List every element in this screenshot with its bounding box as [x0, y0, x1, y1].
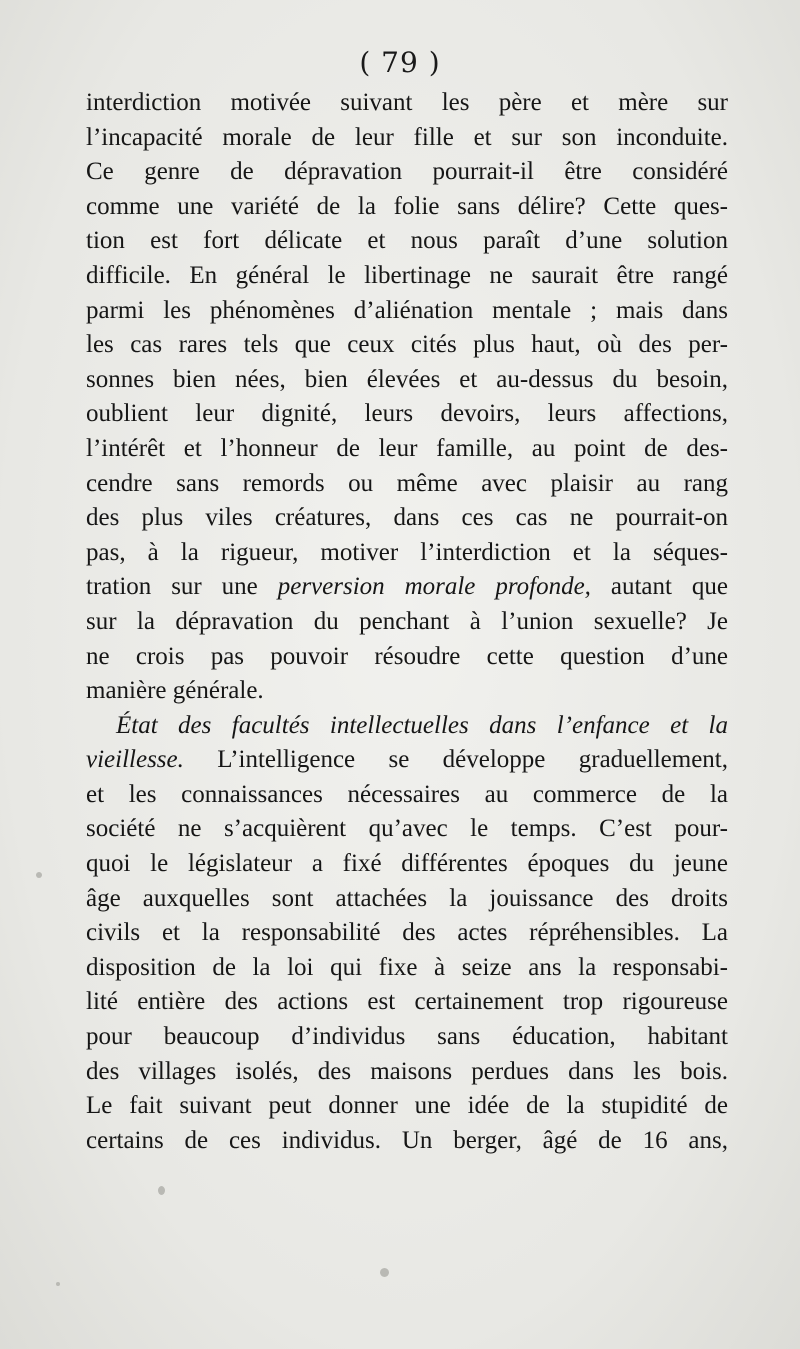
- text-line: [86, 397, 728, 432]
- line-text: certains de ces individus. Un berger, âgé de 16 ans,: [86, 1126, 728, 1154]
- line-text: et les connaissances nécessaires au commerce de la: [86, 780, 728, 808]
- line-text: sur la dépravation du penchant à l’union sexuelle? Je: [86, 607, 728, 635]
- text-line: [86, 985, 728, 1020]
- line-text: difficile. En général le libertinage ne saurait être rangé: [86, 261, 728, 289]
- text-line: [86, 812, 728, 847]
- text-line: [86, 155, 728, 190]
- line-text: pour beaucoup d’individus sans éducation, habitant: [86, 1023, 728, 1051]
- text-line: [86, 916, 728, 951]
- text-line: [86, 432, 728, 467]
- text-line: [86, 674, 728, 709]
- line-text: pas, à la rigueur, motiver l’interdiction et la séques-: [86, 538, 728, 566]
- line-text: L’intelligence se développe graduellement,: [183, 746, 728, 774]
- text-line: [86, 363, 728, 398]
- line-text: oublient leur dignité, leurs devoirs, leurs affections,: [86, 400, 728, 428]
- line-text: manière générale.: [86, 677, 264, 705]
- line-text: parmi les phénomènes d’aliénation mentale ; mais dans: [86, 296, 728, 324]
- italic-text: vieillesse.: [86, 746, 184, 774]
- line-text: disposition de la loi qui fixe à seize ans la responsabi-: [86, 953, 728, 981]
- line-text: lité entière des actions est certainement trop rigoureuse: [86, 988, 728, 1016]
- italic-text: État des facultés intellectuelles dans l’enfance et la: [116, 711, 728, 739]
- text-line: [86, 467, 728, 502]
- text-line: [86, 86, 728, 121]
- text-line: [86, 709, 728, 744]
- line-text: interdiction motivée suivant les père et mère sur: [86, 89, 728, 116]
- paper-speck: [56, 1282, 60, 1286]
- line-text: des villages isolés, des maisons perdues dans les bois.: [86, 1057, 728, 1085]
- paper-speck: [380, 1268, 389, 1277]
- line-text: des plus viles créatures, dans ces cas ne pourrait-on: [86, 504, 728, 532]
- text-line: [86, 1055, 728, 1090]
- line-text: Le fait suivant peut donner une idée de la stupidité de: [86, 1092, 728, 1120]
- line-text: tion est fort délicate et nous paraît d’une solution: [86, 227, 728, 255]
- line-text: autant que: [590, 573, 728, 601]
- text-line: [86, 259, 728, 294]
- text-line: [86, 1089, 728, 1124]
- line-text: sonnes bien nées, bien élevées et au-dessus du besoin,: [86, 365, 728, 393]
- line-text: âge auxquelles sont attachées la jouissance des droits: [86, 884, 728, 912]
- text-line: [86, 328, 728, 363]
- line-text: Ce genre de dépravation pourrait-il être considéré: [86, 158, 728, 186]
- text-line: [86, 294, 728, 329]
- text-line: [86, 1020, 728, 1055]
- text-line: [86, 570, 728, 605]
- line-text: comme une variété de la folie sans délire? Cette ques-: [86, 192, 728, 220]
- text-line: [86, 1124, 728, 1159]
- line-text: l’incapacité morale de leur fille et sur son inconduite.: [86, 123, 728, 151]
- paper-speck: [36, 872, 42, 878]
- text-line: [86, 121, 728, 156]
- paper-speck: [158, 1186, 165, 1195]
- text-line: [86, 190, 728, 225]
- line-text: ne crois pas pouvoir résoudre cette question d’une: [86, 642, 728, 670]
- text-line: [86, 847, 728, 882]
- line-text: civils et la responsabilité des actes répréhensibles. La: [86, 919, 728, 947]
- line-text: les cas rares tels que ceux cités plus haut, où des per-: [86, 331, 728, 359]
- text-line: [86, 224, 728, 259]
- text-line: [86, 605, 728, 640]
- line-text: tration sur une: [86, 573, 278, 601]
- body-text: [86, 86, 728, 1158]
- page-number: ( 79 ): [359, 46, 441, 79]
- line-text: l’intérêt et l’honneur de leur famille, au point de des-: [86, 434, 728, 462]
- text-line: [86, 951, 728, 986]
- text-line: [86, 882, 728, 917]
- text-line: [86, 501, 728, 536]
- line-text: quoi le législateur a fixé différentes époques du jeune: [86, 850, 728, 878]
- line-text: cendre sans remords ou même avec plaisir au rang: [86, 469, 728, 497]
- italic-text: perversion morale profonde,: [277, 573, 591, 601]
- line-text: société ne s’acquièrent qu’avec le temps. C’est pour-: [86, 815, 728, 843]
- text-line: [86, 778, 728, 813]
- text-line: [86, 536, 728, 571]
- text-line: [86, 640, 728, 675]
- text-line: [86, 743, 728, 778]
